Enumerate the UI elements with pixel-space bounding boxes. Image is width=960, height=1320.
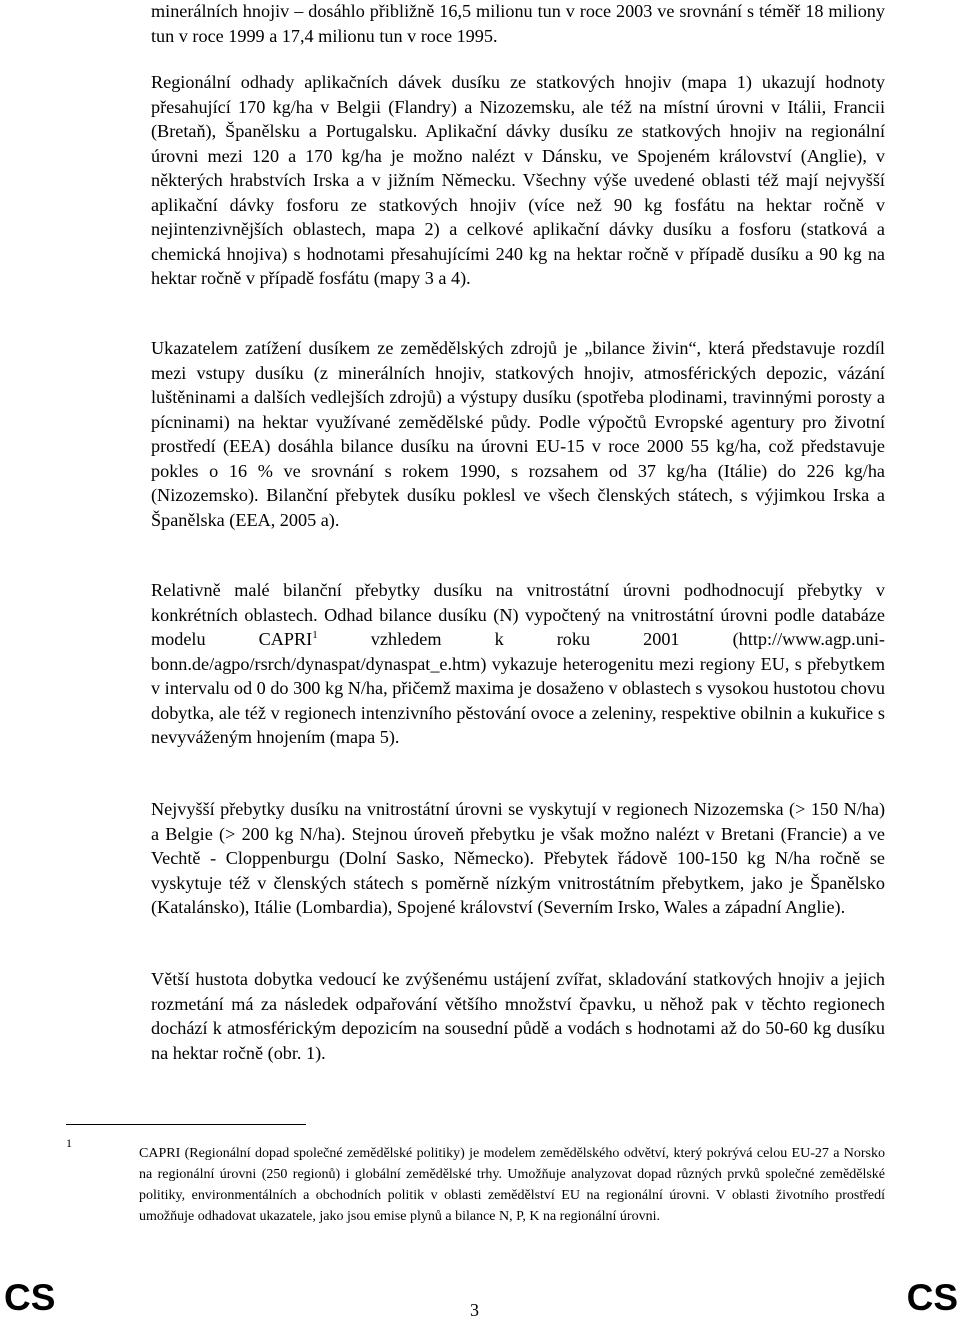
paragraph-text-before-footnote: Relativně malé bilanční přebytky dusíku na vnitrostátní úrovni podhodnocují přebytky v konkrétních oblastech. Odhad bilance dusíku (N) vypočtený na vnitrostátní úrovni podle databáze modelu CAPRI [151, 580, 885, 649]
paragraph-relative-surpluses [151, 578, 885, 750]
paragraph-text-after-footnote: vzhledem k roku 2001 (http://www.agp.uni-bonn.de/agpo/rsrch/dynaspat/dynaspat_e.htm) vykazuje heterogenitu mezi regiony EU, s přebytkem v intervalu od 0 do 300 kg N/ha, přičemž maxima je dosaženo v oblastech s vysokou hustotou chovu dobytka, ale též v regionech intenzivního pěstování ovoce a zeleniny, respektive obilnin a kukuřice s nevyváženým hnojením (mapa 5). [151, 629, 885, 747]
footnote-reference: 1 [312, 628, 318, 641]
paragraph-mineral-fertilizers-end: minerálních hnojiv – dosáhlo přibližně 16,5 milionu tun v roce 2003 ve srovnání s téměř 18 miliony tun v roce 1999 a 17,4 milionu tun v roce 1995. [151, 1, 885, 46]
paragraph-highest-surpluses: Nejvyšší přebytky dusíku na vnitrostátní úrovni se vyskytují v regionech Nizozemska (> 150 N/ha) a Belgie (> 200 kg N/ha). Stejnou úroveň přebytku je však možno nalézt v Bretani (Francie) a ve Vechtě - Cloppenburgu (Dolní Sasko, Německo). Přebytek řádově 100-150 kg N/ha ročně se vyskytuje též v členských státech s poměrně nízkým vnitrostátním přebytkem, jako je Španělsko (Katalánsko), Itálie (Lombardia), Spojené království (Severním Irsko, Wales a západní Anglie). [151, 799, 885, 917]
footnote-text: CAPRI (Regionální dopad společné zemědělské politiky) je modelem zemědělského odvětví, který pokrývá celou EU-27 a Norsko na regionální úrovni (250 regionů) i globální zemědělské trhy. Umožňuje analyzovat dopad různých prvků společné zemědělské politiky, environmentálních a obchodních politik v oblasti zemědělství EU na regionální úrovni. V oblasti životního prostředí umožňuje odhadovat ukazatele, jako jsou emise plynů a bilance N, P, K na regionální úrovni. [139, 1146, 885, 1224]
paragraph-nutrient-balance: Ukazatelem zatížení dusíkem ze zemědělských zdrojů je „bilance živin“, která představuje rozdíl mezi vstupy dusíku (z minerálních hnojiv, statkových hnojiv, atmosférických depozic, vázání luštěninami a dalších vedlejších zdrojů) a výstupy dusíku (spotřeba plodinami, travinnými porosty a pícninami) na hektar využívané zemědělské půdy. Podle výpočtů Evropské agentury pro životní prostředí (EEA) dosáhla bilance dusíku na úrovni EU-15 v roce 2000 55 kg/ha, což představuje pokles o 16 % ve srovnání s rokem 1990, s rozsahem od 37 kg/ha (Itálie) do 226 kg/ha (Nizozemsko). Bilanční přebytek dusíku poklesl ve všech členských státech, s výjimkou Irska a Španělska (EEA, 2005 a). [151, 338, 885, 530]
footnote-number: 1 [66, 1136, 72, 1150]
page-number: 3 [470, 1300, 479, 1320]
paragraph-livestock-density: Větší hustota dobytka vedoucí ke zvýšenému ustájení zvířat, skladování statkových hnojiv a jejich rozmetání má za následek odpařování většího množství čpavku, u něhož pak v těchto regionech dochází k atmosférickým depozicím na sousední půdě a vodách s hodnotami až do 50-60 kg dusíku na hektar ročně (obr. 1). [151, 969, 885, 1063]
footnote-divider [66, 1124, 306, 1125]
language-mark-right: CS [906, 1277, 958, 1318]
paragraph-regional-estimates: Regionální odhady aplikačních dávek dusíku ze statkových hnojiv (mapa 1) ukazují hodnoty přesahující 170 kg/ha v Belgii (Flandry) a Nizozemsku, ale též na místní úrovni v Itálii, Francii (Bretaň), Španělsku a Portugalsku. Aplikační dávky dusíku ze statkových hnojiv na regionální úrovni mezi 120 a 170 kg/ha je možno nalézt v Dánsku, ve Spojeném království (Anglie), v některých hrabstvích Irska a v jižním Německu. Všechny výše uvedené oblasti též mají nejvyšší aplikační dávky fosforu ze statkových hnojiv (více než 90 kg fosfátu na hektar ročně v nejintenzivnějších oblastech, mapa 2) a celkové aplikační dávky dusíku a fosforu (statková a chemická hnojiva) s hodnotami přesahujícími 240 kg na hektar ročně v případě dusíku a 90 kg na hektar ročně v případě fosfátu (mapy 3 a 4). [151, 72, 885, 288]
language-mark-left: CS [4, 1277, 56, 1318]
